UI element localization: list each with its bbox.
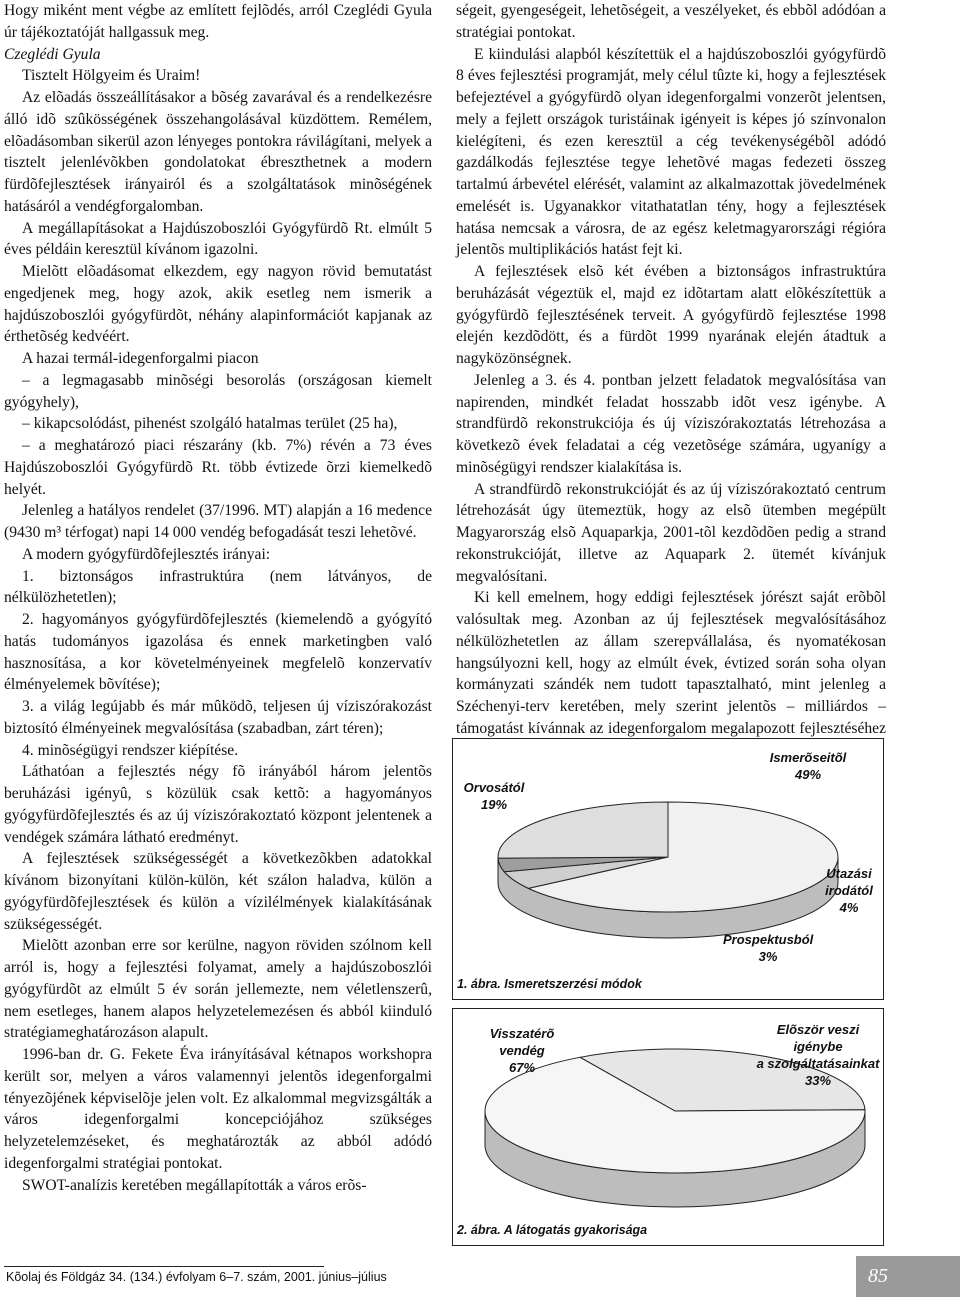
paragraph: 1. biztonságos infrastruktúra (nem látványos, de nélkülözhetetlen); xyxy=(4,567,432,607)
chart2-label-visszatero: Visszatérõ vendég 67% xyxy=(489,1026,555,1075)
figure-2-box xyxy=(452,1008,884,1246)
paragraph: Mielõtt azonban erre sor kerülne, nagyon röviden szólnom kell arról is, hogy a fejlesztési folyamat, amely a hajdúszoboszlói gyógyfürdõt az elmúlt 5 év során jellemezte, nem véletlenszerû, nem esetleges, hanem alapos helyzetelemezésen és abból kiinduló stratégiameghatározáson alapult. xyxy=(4,937,432,1042)
paragraph: 2. hagyományos gyógyfürdõfejlesztés (kiemelendõ a gyógyító hatás tudományos igazolása és ennek marketingben való hasznosítása, a kor követelményeinek megfelelõ konzervatív élményelemek bõvítése); xyxy=(4,611,432,694)
page-number: 85 xyxy=(856,1256,960,1297)
footer-journal-info: Kõolaj és Földgáz 34. (134.) évfolyam 6–7. szám, 2001. június–július xyxy=(6,1270,387,1284)
paragraph: 1996-ban dr. G. Fekete Éva irányításával kétnapos workshopra került sor, melyen a város valamennyi jelentõs idegenforgalmi tényezõjének képviselõje jelen volt. Ez alkalommal megvizsgálták a város idegenforgalmi koncepciójához szükséges helyzetelemzéseket, és meghatározták az abból adódó idegenforgalmi stratégiai pontokat. xyxy=(4,1046,432,1172)
chart2-label-eloszor: Elõször veszi igénybe a szolgáltatásainkat 33% xyxy=(756,1022,880,1088)
chart1-label-prospektus: Prospektusból 3% xyxy=(723,932,814,964)
paragraph: – a legmagasabb minõségi besorolás (országosan kiemelt gyógyhely), xyxy=(4,371,432,411)
paragraph: Jelenleg a 3. és 4. pontban jelzett feladatok megvalósítása van napirenden, mindkét feladat hosszabb idõt vesz igénybe. A strandfürdõ rekonstrukciója és új víziszórakoztatás létrehozása a következõ évek feladatai a cég vezetõsége számára, ugyanígy a minõségügyi rendszer kialakítása is. xyxy=(456,371,886,476)
paragraph: Ki kell emelnem, hogy eddigi fejlesztések jórészt saját erõbõl valósultak meg. Azonban az új fejlesztések megvalósításához nélkülözhetetlen az állam szerepvállalása, és nyomatékosan hangsúlyozni kell, hogy az elmúlt évek, évtized során soha olyan kormányzati szándék nem tudott tapasztalható, mint jelenleg a Széchenyi-terv keretében, mely szerint jelentõs – milliárdos – támogatást kívánnak az idegenforgalom megalapozott fejlesztéséhez xyxy=(456,589,886,737)
paragraph: Tisztelt Hölgyeim és Uraim! xyxy=(22,67,201,85)
paragraph: Czeglédi Gyula xyxy=(4,45,101,63)
figure-2-caption: 2. ábra. A látogatás gyakorisága xyxy=(457,1223,648,1237)
paragraph: Jelenleg a hatályos rendelet (37/1996. MT) alapján a 16 medence (9430 m³ térfogat) napi 14 000 vendég befogadását teszi lehetõvé. xyxy=(4,502,432,541)
figure-1-caption: 1. ábra. Ismeretszerzési módok xyxy=(457,977,642,991)
paragraph: 3. a világ legújabb és már mûködõ, teljesen új víziszórakozást biztosító élményeinek megvalósítása (szabadban, zárt téren); xyxy=(4,698,432,737)
chart1-label-ismeros: Ismerõseitõl 49% xyxy=(769,750,847,782)
figure-1-box xyxy=(452,738,884,1000)
paragraph: A fejlesztések elsõ két évében a biztonságos infrastruktúra beruházását végeztük el, majd ez idõtartam alatt elõkészítettük a gyógyfürdõ fejlesztésének terveit. A gyógyfürdõ fejlesztése 1998 elején kezdõdött, és a fürdõt 1999 nyarának elején átadtuk a nagyközönségnek. xyxy=(456,263,886,367)
paragraph: Az elõadás összeállításakor a bõség zavarával és a rendelkezésre álló idõ szûkösségének összehangolásával küzdöttem. Remélem, elõadásomban sikerül azon lényeges pontokra rávilágítani, melyek a tisztelt jelenlévõkben gondolatokat ébreszthetnek a modern fürdõfejlesztések irányairól és a szolgáltatások minõségének hatásáról a vendégforgalomban. xyxy=(4,89,432,215)
paragraph: A fejlesztések szükségességét a következõkben adatokkal kívánom bizonyítani külön-külön, két szálon haladva, külön a gyógyfürdõfejlesztések és külön a vízilélmények kialakításának szükségességét. xyxy=(4,850,432,933)
paragraph: Láthatóan a fejlesztés négy fõ irányából három jelentõs beruházási igényû, s közülük csak kettõ: a hagyományos gyógyfürdõfejlesztés és az új víziszórakoztató központ jelentenek a vendégek számára látható eredményt. xyxy=(4,763,432,846)
paragraph: 4. minõségügyi rendszer kiépítése. xyxy=(22,741,239,759)
left-text-column xyxy=(4,0,432,1196)
paragraph: – a meghatározó piaci részarány (kb. 7%) révén a 73 éves Hajdúszoboszlói Gyógyfürdõ Rt. több évtizede õrzi kiemelkedõ helyét. xyxy=(4,437,432,498)
paragraph: E kiindulási alapból készítettük el a hajdúszoboszlói gyógyfürdõ 8 éves fejlesztési programját, mely célul tûzte ki, hogy a fejlesztések befejeztével a gyógyfürdõ olyan idegenforgalmi vonzerõt jelentsen, mely a fejlett országok turistáinak igényeit is képes jó színvonalon kielégíteni, és ezen keresztül a cég tevékenységébõl adódó gazdálkodás fejlesztése tegye lehetõvé magas fedezeti összeg tartalmú árbevétel elérését, valamint az alkalmazottak jövedelmének emelését is. Ugyanakkor vitathatatlan tény, hogy a fejlesztések hatása nemcsak a városra, de az egész keletmagyarországi régióra jelentõs multiplikációs hatást fejt ki. xyxy=(456,45,886,259)
paragraph: Mielõtt elõadásomat elkezdem, egy nagyon rövid bemutatást engedjenek meg, hogy azok, akik esetleg nem ismerik a hajdúszoboszlói gyógyfürdõt, néhány alapinformációt kapjanak az érthetõség kedvéért. xyxy=(4,263,432,346)
paragraph: A megállapításokat a Hajdúszoboszlói Gyógyfürdõ Rt. elmúlt 5 éves példáin keresztül kívánom igazolni. xyxy=(4,219,432,259)
paragraph: Hogy miként ment végbe az említett fejlõdés, arról Czeglédi Gyula úr tájékoztatóját hallgassuk meg. xyxy=(4,2,432,41)
paragraph: A strandfürdõ rekonstrukcióját és az új víziszórakoztató centrum létrehozását úgy ütemeztük, hogy az elsõ ütemben megépült Magyarország elsõ Aquaparkja, 2001-tõl kezdõdõen pedig a strand rekonstrukcióját, illetve az Aquapark 2. ütemét kívánjuk megvalósítani. xyxy=(456,480,886,585)
chart1-label-orvos: Orvosától 19% xyxy=(463,780,525,812)
chart1-label-utazasi: Utazási irodától 4% xyxy=(825,866,873,915)
paragraph: A hazai termál-idegenforgalmi piacon xyxy=(22,350,259,367)
right-text-column xyxy=(456,0,886,761)
paragraph: A modern gyógyfürdõfejlesztés irányai: xyxy=(22,545,271,563)
paragraph: ségeit, gyengeségeit, lehetõségeit, a veszélyeket, és ebbõl adódóan a stratégiai pontokat. xyxy=(456,2,886,41)
paragraph: SWOT-analízis keretében megállapították a város erõs- xyxy=(22,1176,367,1194)
footer-rule xyxy=(4,1266,324,1267)
paragraph: – kikapcsolódást, pihenést szolgáló hatalmas terület (25 ha), xyxy=(22,415,398,433)
